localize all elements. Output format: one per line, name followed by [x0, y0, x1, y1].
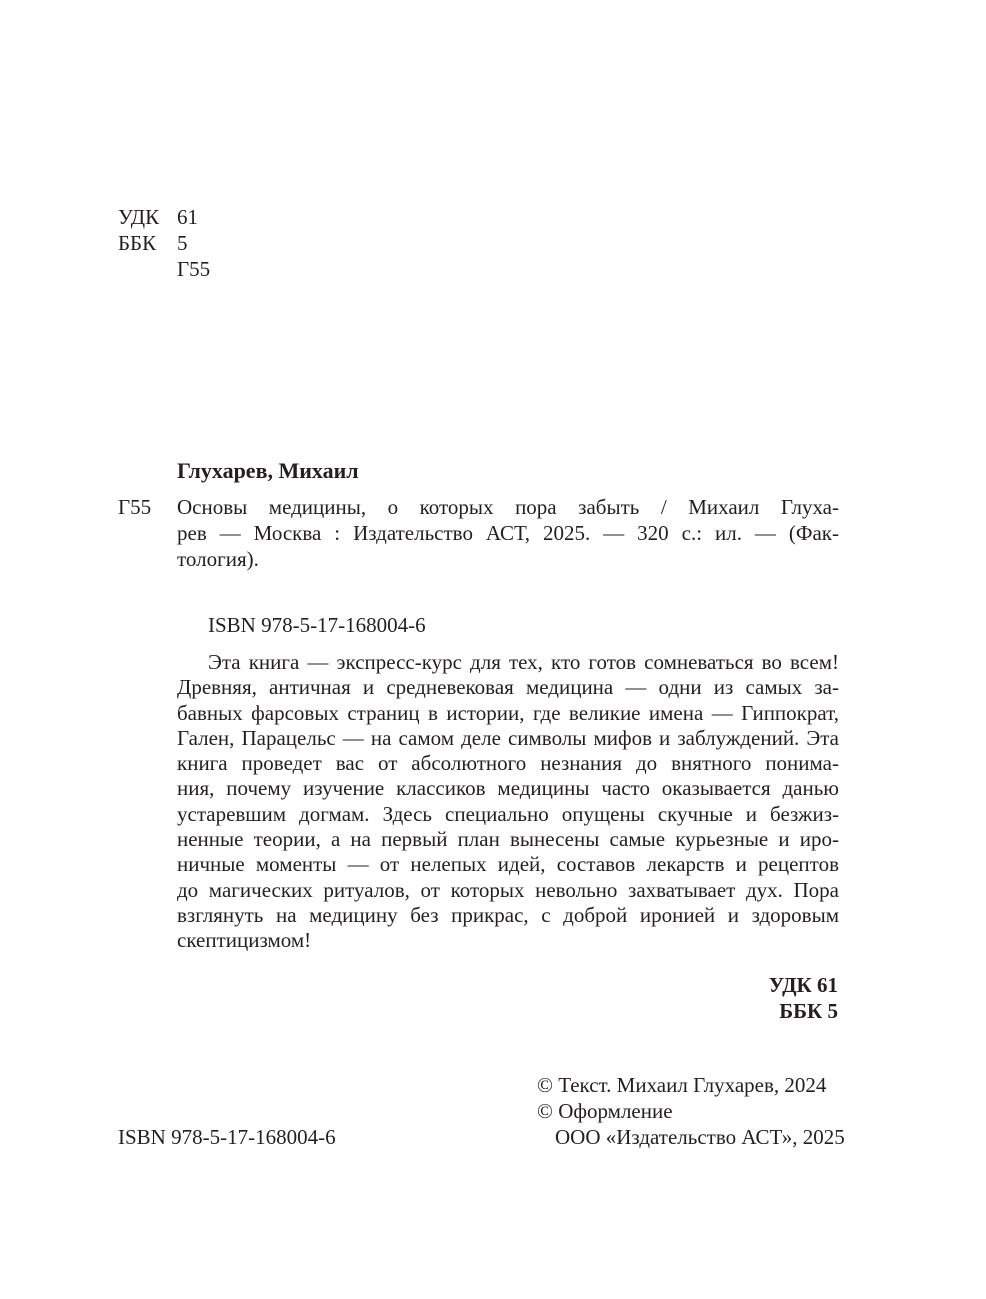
udk-right: УДК 61: [768, 973, 838, 997]
copyright-design: © Оформление: [537, 1099, 673, 1123]
annotation-line: бавных фарсовых страниц в истории, где великие имена — Гиппократ,: [177, 700, 839, 725]
annotation-line: Эта книга — экспресс-курс для тех, кто готов сомневаться во всем!: [208, 650, 839, 674]
description-line: тология).: [177, 547, 259, 571]
description-line: Основы медицины, о которых пора забыть / Михаил Глуха-: [177, 495, 839, 519]
bbk-label: ББК: [118, 231, 157, 255]
isbn-entry: ISBN 978-5-17-168004-6: [208, 613, 426, 637]
annotation: [177, 650, 839, 954]
annotation-line: ния, почему изучение классиков медицины часто оказывается данью: [177, 776, 839, 801]
annotation-line: Древняя, античная и средневековая медицина — одни из самых за-: [177, 675, 839, 700]
udk-label: УДК: [118, 205, 160, 229]
annotation-line: ничные моменты — от нелепых идей, составов лекарств и рецептов: [177, 852, 839, 877]
author-heading: Глухарев, Михаил: [177, 458, 359, 483]
udk-value: 61: [177, 205, 198, 229]
annotation-line: до магических ритуалов, от которых невольно захватывает дух. Пора: [177, 877, 839, 902]
description-line: рев — Москва : Издательство АСТ, 2025. — 320 с.: ил. — (Фак-: [177, 521, 839, 545]
bbk-right: ББК 5: [779, 999, 838, 1023]
author-mark: Г55: [177, 257, 211, 281]
annotation-line: скептицизмом!: [177, 928, 312, 953]
copyright-text: © Текст. Михаил Глухарев, 2024: [537, 1073, 827, 1097]
bbk-value: 5: [177, 231, 188, 255]
annotation-line: взглянуть на медицину без прикрас, с доброй иронией и здоровым: [177, 902, 839, 927]
annotation-line: устаревшим догмам. Здесь специально опущены скучные и безжиз-: [177, 801, 839, 826]
annotation-line: книга проведет вас от абсолютного незнания до внятного понима-: [177, 751, 839, 776]
bibliographic-description: [177, 494, 839, 572]
entry-author-mark: Г55: [118, 495, 152, 519]
annotation-line: ненные теории, а на первый план вынесены самые курьезные и иро-: [177, 827, 839, 852]
copyright-publisher: ООО «Издательство АСТ», 2025: [555, 1125, 845, 1149]
isbn-footer: ISBN 978-5-17-168004-6: [118, 1125, 336, 1149]
annotation-line: Гален, Парацельс — на самом деле символы мифов и заблуждений. Эта: [177, 725, 839, 750]
